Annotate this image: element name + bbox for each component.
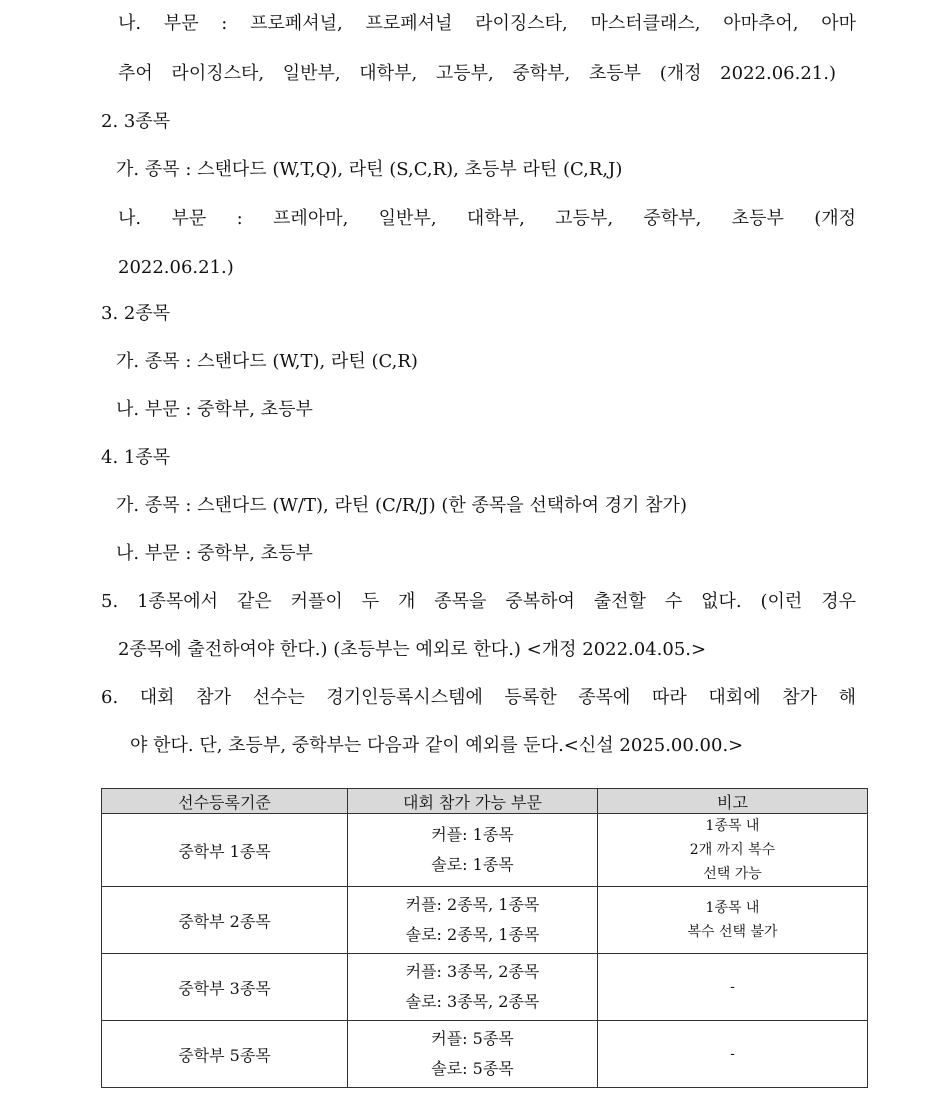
line-division-3a: 나. 부문 : 프레아마, 일반부, 대학부, 고등부, 중학부, 초등부 (개정 (118, 208, 856, 229)
couple-division: 커플: 5종목 (431, 1029, 514, 1048)
basis-cell: 중학부 2종목 (102, 887, 348, 954)
rule-5-line-a: 5. 1종목에서 같은 커플이 두 개 종목을 중복하여 출전할 수 없다. (이런 경우 (101, 591, 856, 612)
note-cell (598, 954, 868, 1021)
line-events-3: 가. 종목 : 스탠다드 (W,T,Q), 라틴 (S,C,R), 초등부 라틴 (C,R,J) (116, 159, 623, 180)
note-cell (598, 887, 868, 954)
line-division-1a: 나. 부문 : 프로페셔널, 프로페셔널 라이징스타, 마스터클래스, 아마추어, 아마 (118, 13, 856, 34)
note-cell (598, 1021, 868, 1088)
rule-5-line-b: 2종목에 출전하여야 한다.) (초등부는 예외로 한다.) <개정 2022.04.05.> (118, 639, 707, 660)
note-line: - (730, 1046, 735, 1062)
line-division-1: 나. 부문 : 중학부, 초등부 (116, 543, 313, 564)
header-divisions: 대회 참가 가능 부문 (348, 789, 598, 814)
line-events-1: 가. 종목 : 스탠다드 (W/T), 라틴 (C/R/J) (한 종목을 선택하여 경기 참가) (116, 495, 687, 516)
registration-table (101, 788, 868, 1088)
couple-division: 커플: 3종목, 2종목 (405, 962, 540, 981)
divisions-cell (348, 814, 598, 887)
table-header-row (102, 789, 868, 814)
heading-3-events: 2. 3종목 (101, 111, 171, 132)
note-line: 복수 선택 불가 (687, 924, 778, 940)
heading-2-events: 3. 2종목 (101, 303, 171, 324)
header-note: 비고 (598, 789, 868, 814)
basis-cell: 중학부 5종목 (102, 1021, 348, 1088)
line-events-2: 가. 종목 : 스탠다드 (W,T), 라틴 (C,R) (116, 351, 418, 372)
heading-1-event: 4. 1종목 (101, 447, 171, 468)
basis-cell: 중학부 1종목 (102, 814, 348, 887)
line-division-1b: 추어 라이징스타, 일반부, 대학부, 고등부, 중학부, 초등부 (개정 2022.06.21.) (118, 63, 836, 84)
couple-division: 커플: 2종목, 1종목 (405, 895, 540, 914)
basis-cell: 중학부 3종목 (102, 954, 348, 1021)
line-division-2: 나. 부문 : 중학부, 초등부 (116, 399, 313, 420)
note-line: 1종목 내 (705, 818, 760, 834)
note-line: 선택 가능 (703, 866, 762, 882)
header-basis: 선수등록기준 (102, 789, 348, 814)
rule-6-line-a: 6. 대회 참가 선수는 경기인등록시스템에 등록한 종목에 따라 대회에 참가 해 (101, 687, 856, 708)
divisions-cell (348, 887, 598, 954)
table-row (102, 814, 868, 887)
divisions-cell (348, 1021, 598, 1088)
table-row (102, 1021, 868, 1088)
table-row (102, 954, 868, 1021)
note-line: 2개 까지 복수 (689, 842, 776, 858)
divisions-cell (348, 954, 598, 1021)
couple-division: 커플: 1종목 (431, 825, 514, 844)
note-cell (598, 814, 868, 887)
solo-division: 솔로: 1종목 (431, 855, 514, 874)
table-row (102, 887, 868, 954)
solo-division: 솔로: 2종목, 1종목 (405, 925, 540, 944)
note-line: 1종목 내 (705, 900, 760, 916)
note-line: - (730, 979, 735, 995)
solo-division: 솔로: 3종목, 2종목 (405, 992, 540, 1011)
rule-6-line-b: 야 한다. 단, 초등부, 중학부는 다음과 같이 예외를 둔다.<신설 2025.00.00.> (130, 735, 744, 756)
line-division-3b: 2022.06.21.) (118, 257, 234, 278)
solo-division: 솔로: 5종목 (431, 1059, 514, 1078)
